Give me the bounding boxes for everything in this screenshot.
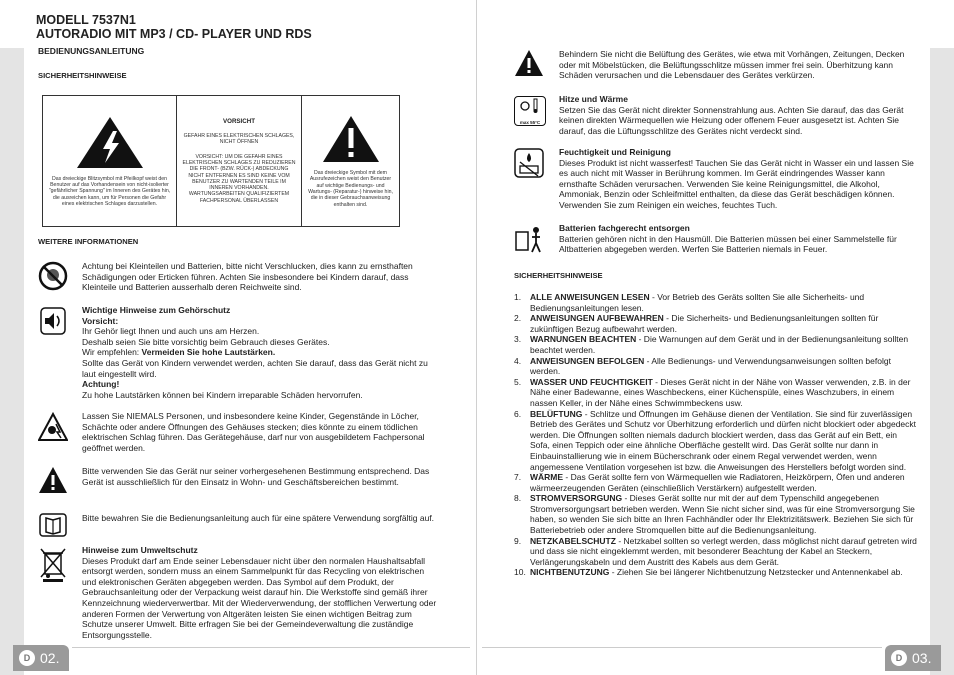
keep-manual-info: Bitte bewahren Sie die Bedienungsanleitung auch für eine spätere Verwendung sorgfältig auf. xyxy=(82,513,435,523)
safety-item-number: 5. xyxy=(514,376,522,387)
moisture-title: Feuchtigkeit und Reinigung xyxy=(559,147,671,157)
language-badge-left: D xyxy=(19,650,35,666)
hearing-line-1: Ihr Gehör liegt Ihnen und auch uns am Herzen. xyxy=(82,326,260,337)
small-parts-info: Achtung bei Kleinteilen und Batterien, bitte nicht Verschlucken, dies kann zu ernsthaften Schädigungen oder Erticken führen. Achten Sie insbesondere bei Kindern darauf, dass Kleinteile und Batterien ausserhalb deren Reichweite sind. xyxy=(82,261,413,293)
left-margin-bar xyxy=(0,48,24,675)
hearing-caution: Vorsicht: xyxy=(82,315,119,326)
safety-item xyxy=(514,292,919,313)
hearing-title: Wichtige Hinweise zum Gehörschutz xyxy=(82,305,231,315)
safety-item xyxy=(514,377,919,409)
safety-item-number: 2. xyxy=(514,313,522,324)
no-swallow-icon xyxy=(38,261,68,291)
caution-text2: VORSICHT: UM DIE GEFAHR EINES ELEKTRISCHEN SCHLAGES ZU REDUZIEREN DIE FRONT- (BZW. RÜCK-) ABDECKUNG NICHT ENTFERNEN ES SIND KEINE VOM BENUTZER ZU WARTENDEN TEILE IM INNEREN VORHANDEN. WARTUNGSARBEITEN QUALIFIZIERTEM FACHPERSONAL ÜBERLASSEN xyxy=(182,153,296,204)
safety-item-text: - Alle Bedienungs- und Verwendungsanweisungen sollten befolgt werden. xyxy=(530,355,891,377)
safety-item-title: ANWEISUNGEN AUFBEWAHREN xyxy=(530,313,664,324)
weee-bin-icon xyxy=(38,546,68,582)
environment-section xyxy=(82,545,437,640)
safety-item-text: - Schlitze und Öffnungen im Gehäuse dienen der Ventilation. Sie sind für zuverlässigen Betrieb des Gerätes und Schutz vor Überhitzung erforderlich und dürfen nicht blockiert oder abgedeckt werden. Die Öffnungen sollten niemals dadurch blockiert werden, dass das Gerät auf ein Bett, ein Sofa, einen Teppich oder eine ähnliche Oberfläche gestellt wird. Das Gerät sollte nur dann in Einbauinstallierung wie in einem Bücherschrank oder einem Regal verwendet werden, wenn angemessene Ventilation vorgesehen ist bzw. die Anweisungen des Herstellers befolgt worden sind. xyxy=(530,408,917,472)
ventilation-text: Behindern Sie nicht die Belüftung des Gerätes, wie etwa mit Vorhängen, Zeitungen, Decken oder mit Möbelstücken, die Belüftungsschlitze müssen immer frei sein. Überhitzung kann Schäden verursachen und die Lebensdauer des Gerätes verkürzen. xyxy=(559,49,905,81)
safety-item-text: - Vor Betrieb des Geräts sollten Sie alle Sicherheits- und Bedienungsanleitungen lesen. xyxy=(530,292,865,313)
page-number-right: 03. xyxy=(912,650,932,666)
safety-item-title: NETZKABELSCHUTZ xyxy=(530,535,616,546)
safety-item-text: - Die Warnungen auf dem Gerät und in der Bedienungsanleitung sollten beachtet werden. xyxy=(530,334,909,355)
battery-section xyxy=(559,223,914,255)
safety-heading-left: SICHERHEITSHINWEISE xyxy=(38,71,127,80)
safety-item-title: WARNUNGEN BEACHTEN xyxy=(530,334,637,345)
caution-text1: GEFAHR EINES ELEKTRISCHEN SCHLAGES, NICHT ÖFFNEN xyxy=(183,133,295,146)
hearing-line-2: Deshalb seien Sie bitte vorsichtig beim Gebrauch dieses Gerätes. xyxy=(82,336,330,347)
heat-text: Setzen Sie das Gerät nicht direkter Sonnenstrahlung aus. Achten Sie darauf, das das Gerät keinen direkten Wärmequellen wie Heizung oder offenem Feuer ausgesetzt ist. Achten Sie darauf, das die Lüftungsschlitze des Gerätes nicht verdeckt sind. xyxy=(559,104,904,136)
safety-heading-right: SICHERHEITSHINWEISE xyxy=(514,271,603,280)
safety-item-body xyxy=(530,472,919,493)
hearing-recommend-bold: Vermeiden Sie hohe Lautstärken. xyxy=(141,347,276,358)
moisture-section xyxy=(559,147,914,211)
hearing-section xyxy=(82,305,437,400)
lightning-explanation: Das dreieckige Blitzsymbol mit Pfeilkopf weist den Benutzer auf das Vorhandensein von nicht-isolierter "gefährlicher Spannung" im Inneren des Gerätes hin, die ausreichen kann, um für Personen die Gefahr eines elektrischen Schlages darzustellen. xyxy=(48,175,171,207)
intended-use-info: Bitte verwenden Sie das Gerät nur seiner vorhergesehenen Bestimmung entsprechend. Das Gerät ist ausschließlich für den Einsatz in Wohn- und Geschäftsbereichen bestimmt. xyxy=(82,466,430,487)
safety-item-body xyxy=(530,292,919,313)
battery-title: Batterien fachgerecht entsorgen xyxy=(559,223,690,233)
safety-item-number: 6. xyxy=(514,408,522,419)
hearing-protection-icon xyxy=(38,306,68,336)
moisture-icon xyxy=(514,148,544,178)
environment-text: Dieses Produkt darf am Ende seiner Lebensdauer nicht über den normalen Haushaltsabfall entsorgt werden, sondern muss an einem Sammelpunkt für das Recycling von elektrischen und elektronischen Geräten abgegeben werden. Das Symbol auf dem Produkt, der Gebrauchsanleitung oder der Verpackung weist darauf hin. Die Werkstoffe sind gemäß ihrer Kennzeichnung wiederverwertbar. Mit der Wiederverwendung, der stofflichen Verwertung oder anderen Formen der Verwertung von Altgeräten leisten Sie einen wichtigen Beitrag zum Schutze unserer Umwelt. Bitte erfragen Sie bei der Gemeindeverwaltung die zuständige Entsorgungsstelle. xyxy=(82,555,437,640)
sun-thermometer-icon xyxy=(515,97,545,115)
safety-item xyxy=(514,356,919,377)
safety-item xyxy=(514,472,919,493)
safety-item-body xyxy=(530,536,919,568)
page-badge-left xyxy=(13,645,69,671)
safety-item-number: 9. xyxy=(514,535,522,546)
safety-item-body xyxy=(530,334,919,355)
safety-item xyxy=(514,536,919,568)
safety-item-text: - Dieses Gerät sollte nur mit der auf dem Typenschild angegebenen Stromversorgungsart betrieben werden. Wenn Sie nicht sicher sind, was für eine Stromversorgung Sie haben, so wenden Sie sich bitte an Ihren Fachhändler oder Ihr Elektrizitätswerk. Beziehen Sie sich für Batteriebetrieb oder andere Stromquellen bitte auf die Bedienungsanleitung. xyxy=(530,493,915,536)
safety-item-title: STROMVERSORGUNG xyxy=(530,493,623,504)
safety-item-body xyxy=(530,567,903,578)
right-margin-bar xyxy=(930,48,954,675)
hearing-attention: Achtung! xyxy=(82,379,120,390)
model-title: MODELL 7537N1 xyxy=(36,13,136,27)
safety-item-title: ALLE ANWEISUNGEN LESEN xyxy=(530,292,650,302)
safety-item-title: NICHTBENUTZUNG xyxy=(530,567,610,578)
manual-book-icon xyxy=(38,510,68,540)
electric-shock-icon xyxy=(38,412,68,442)
safety-item-text: - Ziehen Sie bei längerer Nichtbenutzung Netzstecker und Antennenkabel ab. xyxy=(609,567,903,578)
safety-item-text: - Dieses Gerät nicht in der Nähe von Wasser verwenden, z.B. in der Nähe einer Badewanne, eines Waschbeckens, einer Küchenspüle, eines Waschzubers, in einem nassen Keller, in der Nähe eines Schwimmbeckens usw. xyxy=(530,376,911,408)
environment-title: Hinweise zum Umweltschutz xyxy=(82,545,198,555)
safety-item-title: ANWEISUNGEN BEFOLGEN xyxy=(530,355,645,366)
warnbox-lightning-col xyxy=(43,96,177,226)
safety-item-title: BELÜFTUNG xyxy=(530,408,583,419)
safety-item-number: 1. xyxy=(514,292,522,302)
safety-item-text: - Netzkabel sollten so verlegt werden, dass möglichst nicht darauf getreten wird und dass sie nicht eingeklemmt werden, mit besonderer Beachtung der Kabel an Steckern, Verlängerungskabeln und dem Austritt des Kabels aus dem Gerät. xyxy=(530,535,917,567)
lightning-warning-icon xyxy=(75,115,145,170)
warnbox-exclamation-col xyxy=(302,96,399,226)
language-badge-right: D xyxy=(891,650,907,666)
safety-instructions-list xyxy=(514,292,919,578)
safety-item-number: 10. xyxy=(514,567,526,578)
page-number-left: 02. xyxy=(40,650,60,666)
hearing-line-5: Zu hohe Lautstärken können bei Kindern irreparable Schäden hervorrufen. xyxy=(82,389,363,400)
warning-box xyxy=(42,95,400,227)
more-info-heading: WEITERE INFORMATIONEN xyxy=(38,237,139,246)
battery-text: Batterien gehören nicht in den Hausmüll. Die Batterien müssen bei einer Sammelstelle für Altbatterien abgegeben werden. Werfen Sie Batterien niemals in Feuer. xyxy=(559,233,897,255)
safety-item-body xyxy=(530,313,919,334)
safety-item xyxy=(514,409,919,473)
safety-item-title: WÄRME xyxy=(530,472,564,483)
manual-heading: BEDIENUNGSANLEITUNG xyxy=(38,46,145,56)
page-spine xyxy=(476,0,477,675)
safety-item xyxy=(514,313,919,334)
safety-item-number: 4. xyxy=(514,355,522,366)
footer-line-right xyxy=(482,647,882,648)
footer-line-left xyxy=(72,647,470,648)
moisture-text: Dieses Produkt ist nicht wasserfest! Tauchen Sie das Gerät nicht in Wasser ein und lassen Sie es auch nicht mit Wasser in Berührung kommen. Im Gerät eindringendes Wasser kann ernsthafte Schäden verursachen. Verwenden Sie keine Reinigungsmittel, die Alkohol, Ammoniak, Benzin oder Schleifmittel enthalten, da diese das Gerät beschädigen können. Verwenden Sie zum Reinigen ein weiches, feuchtes Tuch. xyxy=(559,157,914,210)
safety-item xyxy=(514,493,919,535)
exclamation-icon xyxy=(38,465,68,495)
exclamation-explanation: Das dreieckige Symbol mit dem Ausrufezeichen weist den Benutzer auf wichtige Bedienungs- und Wartungs- (Reparatur-) hinweise hin, die in dieser Gebrauchsanweisung enthalten sind. xyxy=(308,170,393,208)
heat-icon-label: max 55°C xyxy=(519,120,541,125)
hearing-line-4: Sollte das Gerät von Kindern verwendet werden, achten Sie darauf, dass das Gerät nicht zu laut eingestellt wird. xyxy=(82,357,428,379)
safety-item-number: 8. xyxy=(514,493,522,504)
safety-item-text: - Das Gerät sollte fern von Wärmequellen wie Radiatoren, Heizkörpern, Öfen und anderen wärmeerzeugenden Geräten (einschließlich Verstärkern) aufgestellt werden. xyxy=(530,472,905,493)
safety-item-body xyxy=(530,493,919,535)
safety-item xyxy=(514,567,919,578)
safety-item-body xyxy=(530,377,919,409)
safety-item-number: 7. xyxy=(514,472,522,483)
safety-item-text: - Die Sicherheits- und Bedienungsanleitungen sollten für zukünftigen Bezug aufbewahrt werden. xyxy=(530,313,879,334)
page-badge-right xyxy=(885,645,941,671)
heat-title: Hitze und Wärme xyxy=(559,94,628,104)
caution-title: VORSICHT xyxy=(223,118,255,126)
safety-item-body xyxy=(530,409,919,473)
safety-item-number: 3. xyxy=(514,334,522,345)
battery-disposal-icon xyxy=(514,224,544,254)
safety-item-title: WASSER UND FEUCHTIGKEIT xyxy=(530,376,653,387)
safety-item-body xyxy=(530,356,919,377)
exclamation-warning-icon xyxy=(321,114,381,164)
heat-icon xyxy=(514,96,546,126)
product-title: AUTORADIO MIT MP3 / CD- PLAYER UND RDS xyxy=(36,27,312,41)
heat-section xyxy=(559,94,914,136)
safety-item xyxy=(514,334,919,355)
ventilation-warning-icon xyxy=(514,48,544,78)
hearing-recommend: Wir empfehlen: xyxy=(82,347,142,358)
no-objects-info: Lassen Sie NIEMALS Personen, und insbesondere keine Kinder, Gegenstände in Löcher, Schächte oder andere Öffnungen des Gehäuses stecken; dies könnte zu einem tödlichen elektrischen Schlag führen. Das Gerätegehäuse, darf nur von ausgebildetem Fachpersonal geöffnet werden. xyxy=(82,411,425,453)
warnbox-caution-col xyxy=(177,96,302,226)
